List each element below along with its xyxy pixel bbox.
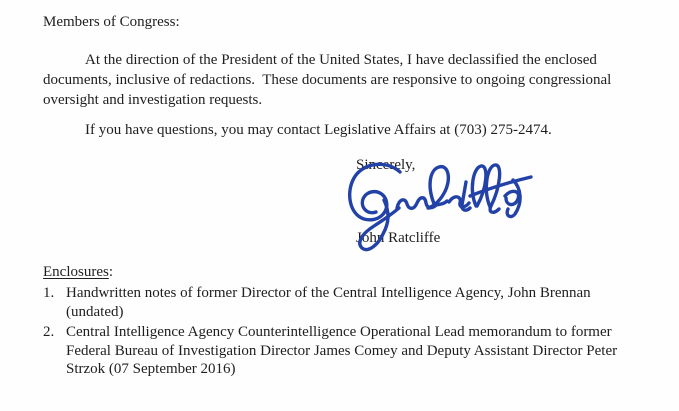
paragraph-line: At the direction of the President of the United States, I have declassified the enclosed (85, 52, 597, 68)
body-paragraph-contact (43, 120, 659, 140)
paragraph-line: oversight and investigation requests. (43, 92, 263, 108)
enclosure-line: Federal Bureau of Investigation Director James Comey and Deputy Assistant Director Peter (66, 342, 618, 359)
paragraph-line: documents, inclusive of redactions. These documents are responsive to ongoing congressional (43, 72, 612, 88)
enclosure-item-text (66, 323, 659, 379)
body-paragraph-declassification (43, 50, 659, 110)
salutation: Members of Congress: (43, 14, 180, 30)
enclosure-line: (undated) (66, 303, 124, 320)
enclosure-item-text (66, 284, 659, 321)
enclosures-list (43, 284, 659, 379)
enclosures-heading (43, 262, 659, 282)
enclosure-item-number: 2. (43, 324, 55, 340)
paragraph-line: If you have questions, you may contact Legislative Affairs at (703) 275-2474. (85, 122, 552, 138)
enclosure-line: Handwritten notes of former Director of the Central Intelligence Agency, John Brennan (66, 285, 591, 301)
signer-typed-name: John Ratcliffe (356, 230, 441, 246)
enclosure-item-2 (43, 323, 659, 379)
enclosure-item-1 (43, 284, 659, 321)
enclosures-heading-colon: : (108, 264, 113, 280)
enclosure-line: Strzok (07 September 2016) (66, 361, 236, 377)
enclosure-line: Central Intelligence Agency Counterintelligence Operational Lead memorandum to former (66, 324, 612, 340)
enclosure-item-number: 1. (43, 285, 55, 301)
enclosures-section (43, 262, 659, 379)
enclosures-heading-word: Enclosures (43, 264, 109, 280)
closing-salutation: Sincerely, (356, 157, 416, 173)
